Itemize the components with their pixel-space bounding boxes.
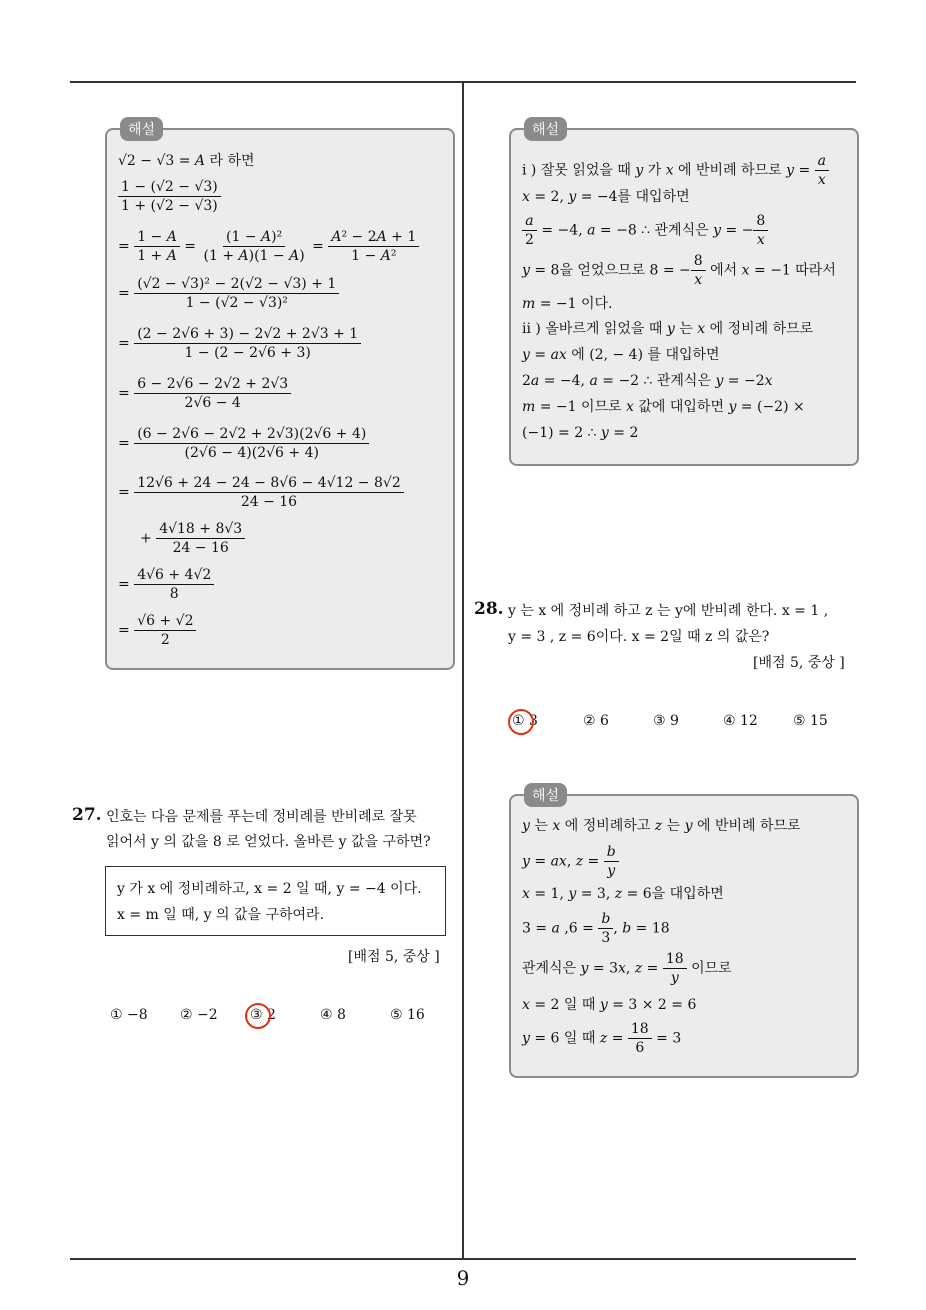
solution-line: 2a = −4, a = −2 ∴ 관계식은 y = −2x xyxy=(522,373,773,389)
answer-mark-circle xyxy=(245,1003,271,1029)
choice-2[interactable]: ② −2 xyxy=(180,1007,218,1023)
problem-text: x = m 일 때, y 의 값을 구하여라. xyxy=(117,907,325,923)
answer-mark-circle xyxy=(508,709,534,735)
question-number: 28. xyxy=(474,599,504,619)
solution-line: + $\frac{4√18 + 8√3}{24 - 16}$ xyxy=(140,520,245,557)
solution-line: = $\frac{1 - A}{1 + A}$ = $\frac{\text{(1 − A)²}}{(1 + A)(1 - A)}$ = $\frac{\text{A² − 2A + 1}}{\text{1 − A²}}$ xyxy=(118,228,419,265)
solution-line: y = 8을 얻었으므로 8 = − $\frac{8}{x}$ 에서 x = −1 따라서 xyxy=(522,253,836,288)
question-number: 27. xyxy=(72,805,102,825)
solution-line: = $\frac{\text{(√2 − √3)² − 2(√2 − √3) + 1}}{\text{1 − (√2 − √3)²}}$ xyxy=(118,275,339,312)
solution-line: = $\frac{(6 - 2√6 - 2√2 + 2√3)(2√6 + 4)}{(2√6 - 4)(2√6 + 4)}$ xyxy=(118,425,369,462)
question-text: 인호는 다음 문제를 푸는데 정비례를 반비례로 잘못 xyxy=(106,809,417,825)
choice-5[interactable]: ⑤ 15 xyxy=(793,713,828,729)
choice-1[interactable]: ① −8 xyxy=(110,1007,148,1023)
choice-4[interactable]: ④ 8 xyxy=(320,1007,346,1023)
solution-line: = $\frac{4√6 + 4√2}{8}$ xyxy=(118,566,214,603)
question-text: 읽어서 y 의 값을 8 로 얻었다. 올바른 y 값을 구하면? xyxy=(106,834,431,850)
solution-label: 해설 xyxy=(120,117,163,141)
solution-line: = $\frac{6 - 2√6 - 2√2 + 2√3}{2√6 - 4}$ xyxy=(118,375,291,412)
choice-3[interactable]: ③ 2 xyxy=(250,1007,276,1023)
solution-line: (−1) = 2 ∴ y = 2 xyxy=(522,425,639,441)
solution-line: y = ax 에 (2, − 4) 를 대입하면 xyxy=(522,347,720,363)
solution-label: 해설 xyxy=(524,117,567,141)
choice-3[interactable]: ③ 9 xyxy=(653,713,679,729)
problem-box xyxy=(105,866,446,936)
choice-4[interactable]: ④ 12 xyxy=(723,713,758,729)
solution-line: = $\frac{(2 - 2√6 + 3) - 2√2 + 2√3 + 1}{1 - (2 - 2√6 + 3)}$ xyxy=(118,325,361,362)
solution-line: x = 2 일 때 y = 3 × 2 = 6 xyxy=(522,997,697,1013)
page-number: 9 xyxy=(456,1266,470,1290)
column-divider xyxy=(462,82,464,1259)
solution-line: x = 1, y = 3, z = 6을 대입하면 xyxy=(522,886,724,902)
solution-line: $\frac{a}{2}$ = −4, a = −8 ∴ 관계식은 y = − $\frac{8}{x}$ xyxy=(522,212,768,249)
choice-1[interactable]: ① 3 xyxy=(512,713,538,729)
solution-line: = $\frac{12√6 + 24 - 24 - 8√6 - 4√12 - 8√2}{24 - 16}$ xyxy=(118,474,404,511)
solution-line: 관계식은 y = 3x, z = $\frac{18}{y}$ 이므로 xyxy=(522,951,732,986)
solution-line: y = 6 일 때 z = $\frac{18}{6}$ = 3 xyxy=(522,1021,682,1056)
solution-line: y 는 x 에 정비례하고 z 는 y 에 반비례 하므로 xyxy=(522,818,801,834)
question-text: y = 3 , z = 6이다. x = 2일 때 z 의 값은? xyxy=(508,629,770,645)
problem-text: y 가 x 에 정비례하고, x = 2 일 때, y = −4 이다. xyxy=(117,881,422,897)
choice-5[interactable]: ⑤ 16 xyxy=(390,1007,425,1023)
bottom-rule xyxy=(70,1258,856,1260)
solution-line: $\frac{1 - (√2 - √3)}{1 + (√2 - √3)}$ xyxy=(118,178,221,215)
score: [배점 5, 중상 ] xyxy=(348,949,440,965)
solution-line: m = −1 이다. xyxy=(522,296,613,312)
solution-line: x = 2, y = −4를 대입하면 xyxy=(522,189,690,205)
solution-line: √2 − √3 = A 라 하면 xyxy=(118,153,255,169)
solution-line: m = −1 이므로 x 값에 대입하면 y = (−2) × xyxy=(522,399,805,415)
solution-line: i ) 잘못 읽었을 때 y 가 x 에 반비례 하므로 y = $\frac{a}{x}$ xyxy=(522,152,829,189)
solution-label: 해설 xyxy=(524,783,567,807)
solution-line: y = ax, z = $\frac{b}{y}$ xyxy=(522,843,619,880)
solution-line: ii ) 올바르게 읽었을 때 y 는 x 에 정비례 하므로 xyxy=(522,321,814,337)
score: [배점 5, 중상 ] xyxy=(753,655,845,671)
solution-line: 3 = a ,6 = $\frac{b}{3}$ , b = 18 xyxy=(522,911,670,946)
solution-line: = $\frac{√6 + √2}{2}$ xyxy=(118,612,196,649)
choice-2[interactable]: ② 6 xyxy=(583,713,609,729)
question-text: y 는 x 에 정비례 하고 z 는 y에 반비례 한다. x = 1 , xyxy=(508,603,829,619)
